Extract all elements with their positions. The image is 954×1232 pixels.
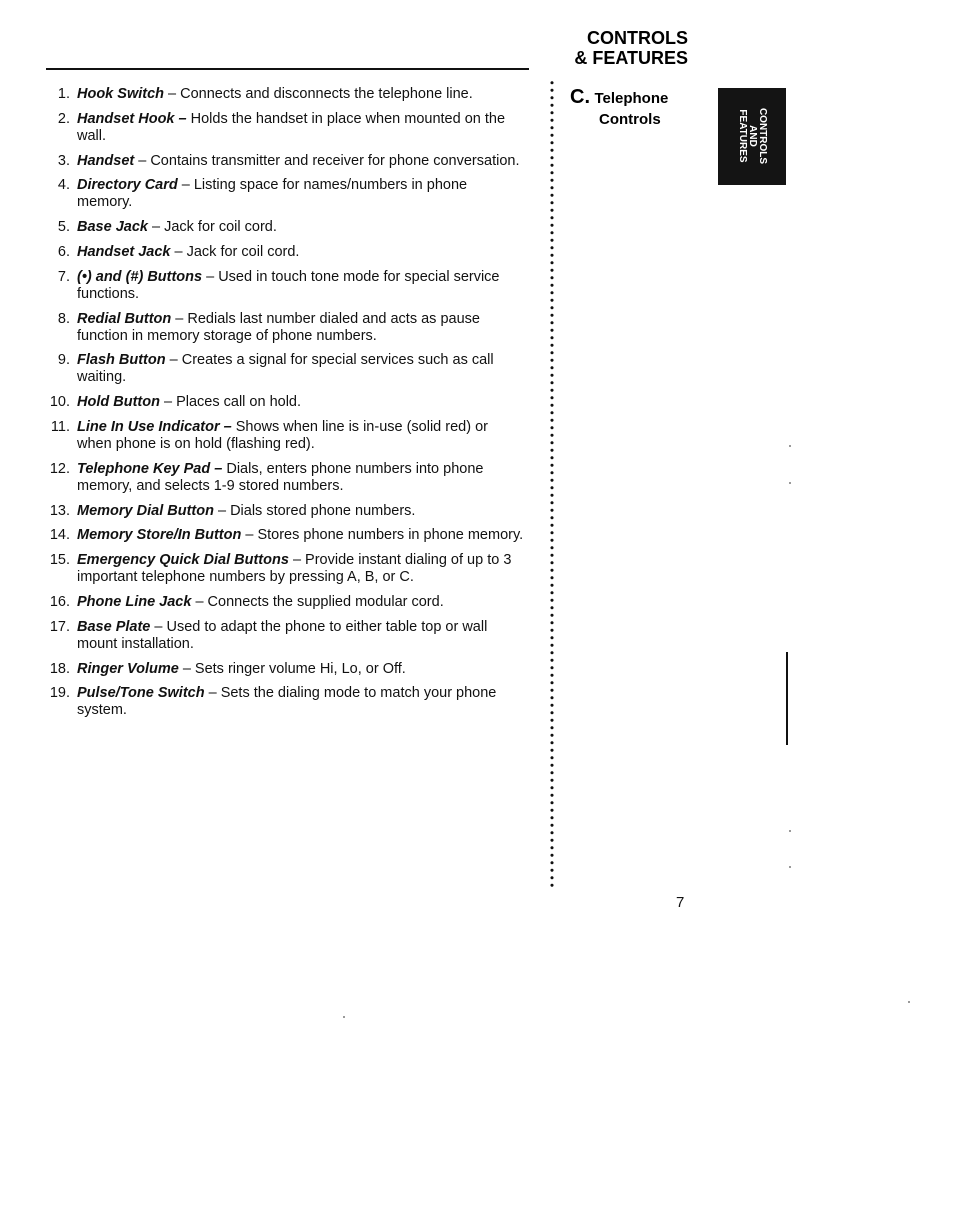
item-description: – Used in touch tone mode for special service functions. <box>77 268 500 302</box>
item-term: Flash Button <box>77 352 166 369</box>
item-term: Memory Store/In Button <box>77 527 242 544</box>
scan-speck <box>789 830 791 832</box>
scan-speck <box>789 482 791 484</box>
item-number: 18. <box>49 660 70 677</box>
item-number: 13. <box>49 502 70 519</box>
section-letter: C. <box>570 86 590 108</box>
header-line-2: & FEATURES <box>574 48 688 68</box>
item-number: 14. <box>49 527 70 544</box>
item-number: 1. <box>57 86 70 102</box>
list-item <box>44 552 524 586</box>
list-item <box>44 86 524 103</box>
item-term: Hook Switch <box>77 86 165 102</box>
item-term: Base Jack <box>77 219 148 236</box>
scan-speck <box>343 1016 345 1018</box>
item-term: Phone Line Jack <box>77 593 192 610</box>
item-number: 5. <box>57 219 70 236</box>
list-item <box>44 594 524 611</box>
item-number: 16. <box>49 593 70 610</box>
tab-line-1: CONTROLS <box>757 107 768 165</box>
item-number: 4. <box>57 177 70 194</box>
item-term: Handset Jack <box>77 243 171 260</box>
list-item <box>44 111 524 145</box>
item-term: (•) and (#) Buttons <box>77 268 203 285</box>
page-number: 7 <box>676 894 685 911</box>
item-description: – Creates a signal for special services such as call waiting. <box>77 352 494 386</box>
list-item <box>44 419 524 453</box>
item-description: – Contains transmitter and receiver for phone conversation. <box>134 152 520 169</box>
item-description: – Connects and disconnects the telephone line. <box>164 86 473 102</box>
page-header <box>574 28 688 68</box>
list-item <box>44 269 524 303</box>
item-term: Redial Button <box>77 310 172 327</box>
list-item <box>44 153 524 170</box>
list-item <box>44 177 524 211</box>
section-title-line-2: Controls <box>599 111 661 128</box>
item-description: – Provide instant dialing of up to 3 important telephone numbers by pressing A, B, or C. <box>77 552 512 586</box>
item-term: Handset <box>77 152 135 169</box>
list-item <box>44 619 524 653</box>
item-number: 10. <box>49 394 70 411</box>
item-description: – Places call on hold. <box>159 394 302 411</box>
tab-line-2: AND <box>747 125 758 147</box>
item-number: 9. <box>57 352 70 369</box>
scan-speck <box>908 1001 910 1003</box>
item-term: Base Plate <box>77 618 151 635</box>
item-description: – Redials last number dialed and acts as pause function in memory storage of phone numbers. <box>77 310 480 344</box>
item-term: Pulse/Tone Switch <box>77 685 205 702</box>
list-item <box>44 394 524 411</box>
header-rule <box>46 68 529 70</box>
item-term: Directory Card <box>77 177 178 194</box>
controls-list <box>44 86 524 727</box>
list-item <box>44 527 524 544</box>
item-term: Handset Hook – <box>77 110 187 127</box>
item-number: 15. <box>49 552 70 569</box>
list-item <box>44 461 524 495</box>
list-item <box>44 244 524 261</box>
list-item <box>44 311 524 345</box>
item-term: Ringer Volume <box>77 660 179 677</box>
chapter-tab <box>718 88 786 185</box>
item-number: 11. <box>50 418 70 435</box>
margin-bar <box>786 652 788 745</box>
list-item <box>44 685 524 719</box>
list-item <box>44 219 524 236</box>
scan-speck <box>789 866 791 868</box>
item-number: 3. <box>57 152 70 169</box>
item-description: – Dials stored phone numbers. <box>213 502 416 519</box>
item-number: 8. <box>57 310 70 327</box>
item-number: 12. <box>49 460 70 477</box>
header-line-1: CONTROLS <box>587 28 688 48</box>
item-description: – Jack for coil cord. <box>170 243 300 260</box>
item-term: Hold Button <box>77 394 160 411</box>
item-description: – Used to adapt the phone to either table top or wall mount installation. <box>77 618 488 652</box>
item-description: – Stores phone numbers in phone memory. <box>241 527 524 544</box>
item-number: 19. <box>49 685 70 702</box>
item-term: Emergency Quick Dial Buttons <box>77 552 289 569</box>
list-item <box>44 503 524 520</box>
item-description: – Connects the supplied modular cord. <box>191 593 444 610</box>
item-description: Shows when line is in-use (solid red) or when phone is on hold (flashing red). <box>77 418 488 452</box>
item-number: 2. <box>57 110 70 127</box>
item-term: Line In Use Indicator – <box>77 418 232 435</box>
tab-line-3: FEATURES <box>737 109 748 163</box>
item-number: 6. <box>57 243 70 260</box>
section-heading <box>570 86 668 128</box>
item-description: Holds the handset in place when mounted on the wall. <box>77 110 506 144</box>
item-description: – Jack for coil cord. <box>147 219 277 236</box>
item-term: Memory Dial Button <box>77 502 214 519</box>
item-number: 7. <box>57 268 70 285</box>
list-item <box>44 661 524 678</box>
item-description: – Listing space for names/numbers in phone memory. <box>77 177 468 211</box>
item-term: Telephone Key Pad – <box>77 460 223 477</box>
item-description: – Sets ringer volume Hi, Lo, or Off. <box>178 660 406 677</box>
dotted-separator <box>550 79 554 887</box>
list-item <box>44 352 524 386</box>
scan-speck <box>789 445 791 447</box>
item-number: 17. <box>49 618 70 635</box>
chapter-tab-label <box>737 108 767 164</box>
section-title-line-1: Telephone <box>594 90 669 107</box>
item-description: Dials, enters phone numbers into phone memory, and selects 1-9 stored numbers. <box>77 460 484 494</box>
item-description: – Sets the dialing mode to match your phone system. <box>77 685 497 719</box>
